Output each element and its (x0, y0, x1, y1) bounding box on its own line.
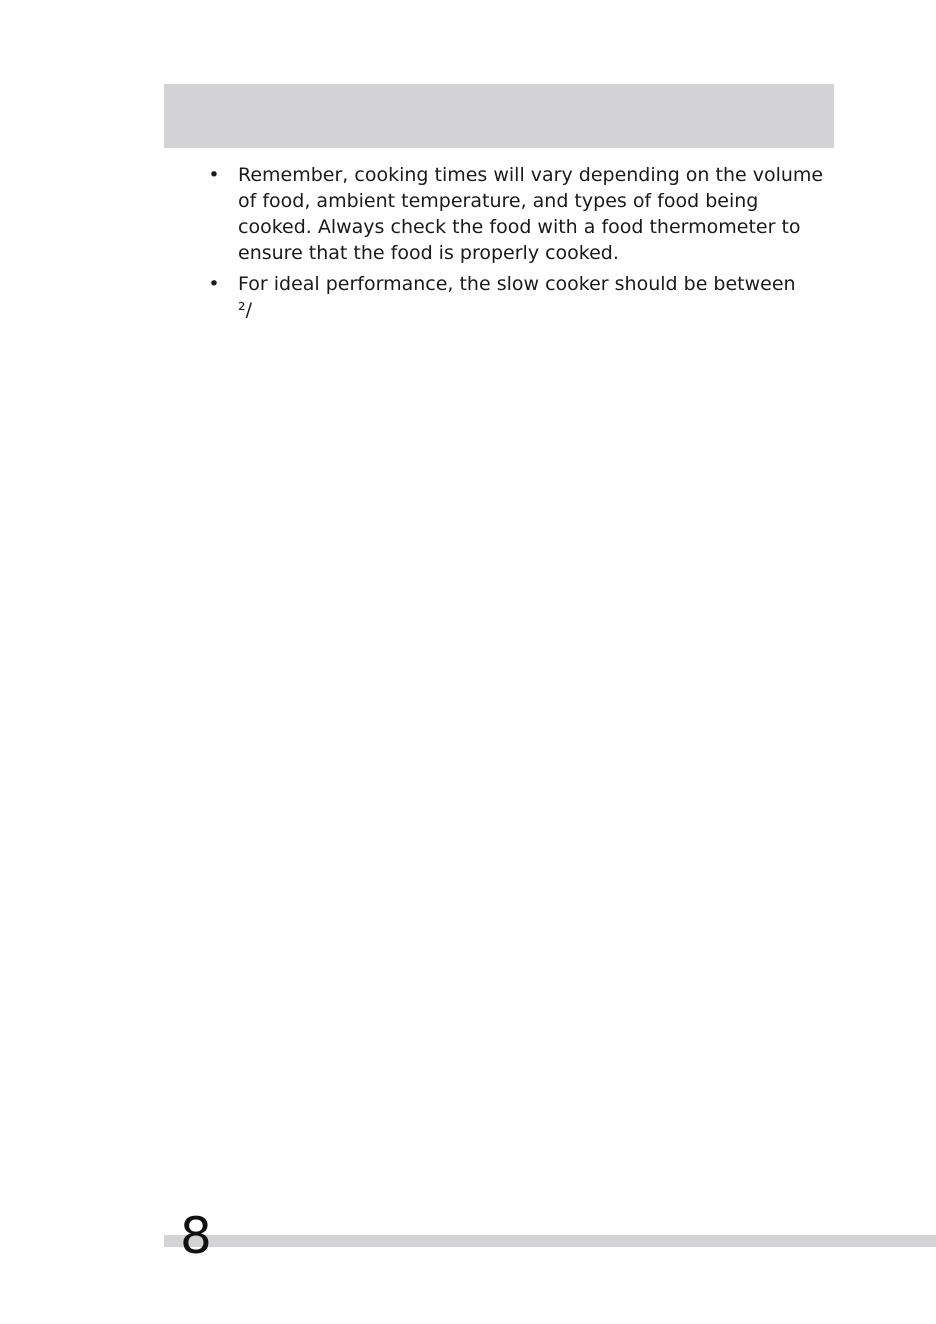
instruction-list (206, 162, 826, 328)
list-item (206, 162, 826, 266)
list-item-text: For ideal performance, the slow cooker should be between (238, 273, 796, 295)
list-item (206, 271, 826, 323)
bullet-icon: • (208, 164, 220, 186)
page-number: 8 (180, 1207, 212, 1265)
list-item-fraction: ²/ (238, 299, 253, 321)
footer-bar (164, 1235, 936, 1247)
section-header-band (164, 84, 834, 148)
bullet-icon: • (208, 273, 220, 295)
list-item-text: Remember, cooking times will vary depending on the volume of food, ambient temperature, and types of food being cooked. Always check the food with a food thermometer to ensure that the food is properly cooked. (238, 164, 824, 264)
